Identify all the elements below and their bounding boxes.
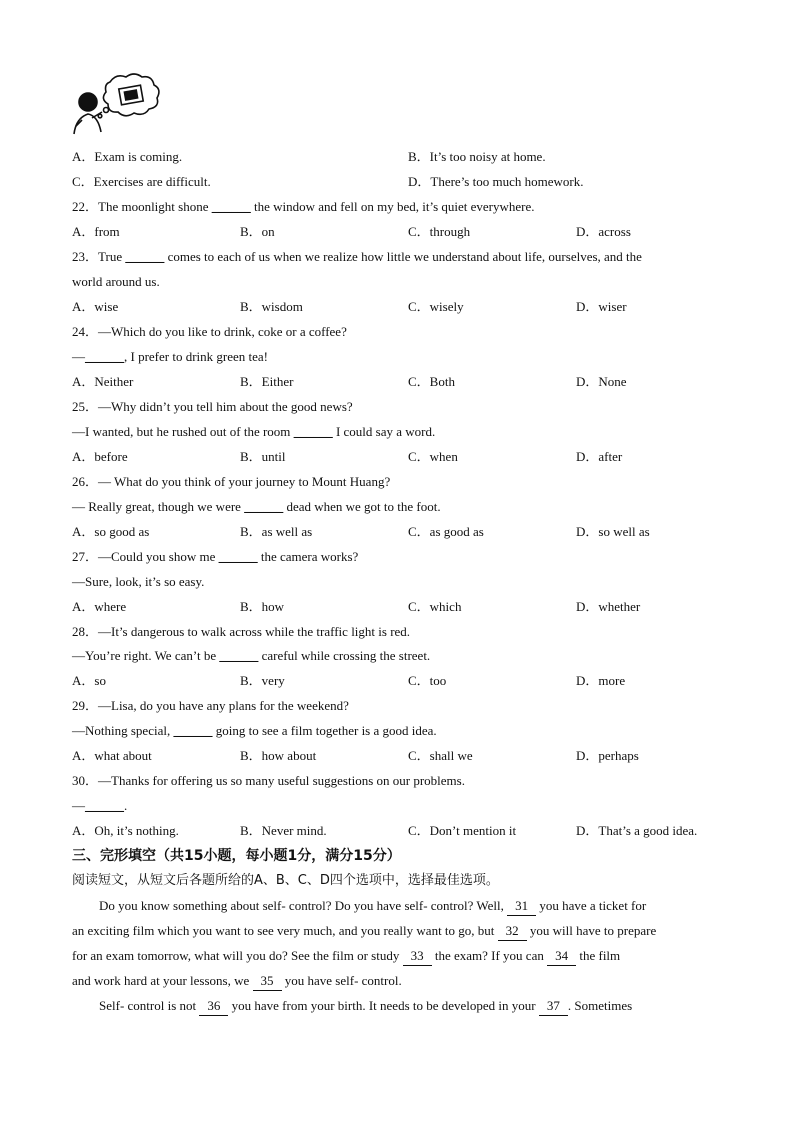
q28-reply: —You’re right. We can’t be ______ careful while crossing the street. <box>72 648 431 663</box>
q27-option-d: D．whether <box>576 599 641 614</box>
q30-option-d: D．That’s a good idea. <box>576 823 698 838</box>
q22-option-a: A．from <box>72 224 120 239</box>
q28-option-a: A．so <box>72 673 106 688</box>
q25-option-a: A．before <box>72 449 128 464</box>
q26-reply: — Really great, though we were ______ dead when we got to the foot. <box>72 499 441 514</box>
q30-option-c: C．Don’t mention it <box>408 823 517 838</box>
q29-stem: 29．—Lisa, do you have any plans for the weekend? <box>72 698 349 713</box>
q30-stem: 30．—Thanks for offering us so many useful suggestions on our problems. <box>72 773 465 788</box>
passage-line-4: and work hard at your lessons, we 35 you have self- control. <box>72 972 722 991</box>
q26-option-c: C．as good as <box>408 524 484 539</box>
q25-option-d: D．after <box>576 449 623 464</box>
q30-option-a: A．Oh, it’s nothing. <box>72 823 179 838</box>
section-heading: 三、完形填空（共15小题，每小题1分，满分15分） <box>72 848 401 864</box>
q29-reply: —Nothing special, ______ going to see a film together is a good idea. <box>72 723 437 738</box>
q27-option-c: C．which <box>408 599 462 614</box>
q26-option-d: D．so well as <box>576 524 650 539</box>
q23-option-b: B．wisdom <box>240 299 303 314</box>
q24-option-c: C．Both <box>408 374 455 389</box>
q22-stem: 22．The moonlight shone ______ the window and fell on my bed, it’s quiet everywhere. <box>72 199 535 214</box>
q30-option-b: B．Never mind. <box>240 823 327 838</box>
q29-option-c: C．shall we <box>408 748 473 763</box>
passage-line-2: an exciting film which you want to see very much, and you really want to go, but 32 you will have to prepare <box>72 922 722 941</box>
q29-option-a: A．what about <box>72 748 152 763</box>
q24-reply: —______, I prefer to drink green tea! <box>72 349 269 364</box>
q27-reply: —Sure, look, it’s so easy. <box>72 574 205 589</box>
q25-stem: 25．—Why didn’t you tell him about the good news? <box>72 399 353 414</box>
q25-option-c: C．when <box>408 449 458 464</box>
q29-option-d: D．perhaps <box>576 748 639 763</box>
q24-option-b: B．Either <box>240 374 294 389</box>
q28-stem: 28．—It’s dangerous to walk across while the traffic light is red. <box>72 624 411 639</box>
passage-line-1: Do you know something about self- control? Do you have self- control? Well, 31 you have a ticket for <box>99 897 749 916</box>
q24-stem: 24．—Which do you like to drink, coke or a coffee? <box>72 324 347 339</box>
q21-option-d: D．There’s too much homework. <box>408 174 584 189</box>
student-thinking-illustration <box>70 72 166 138</box>
q23-option-c: C．wisely <box>408 299 464 314</box>
q26-stem: 26．— What do you think of your journey to Mount Huang? <box>72 474 391 489</box>
q23-stem: 23．True ______ comes to each of us when we realize how little we understand about life, ourselves, and the <box>72 249 642 264</box>
q23-option-a: A．wise <box>72 299 119 314</box>
q27-stem: 27．—Could you show me ______ the camera works? <box>72 549 359 564</box>
q28-option-b: B．very <box>240 673 285 688</box>
q27-option-a: A．where <box>72 599 127 614</box>
q21-option-c: C．Exercises are difficult. <box>72 174 211 189</box>
q26-option-a: A．so good as <box>72 524 150 539</box>
q29-option-b: B．how about <box>240 748 317 763</box>
q22-option-d: D．across <box>576 224 631 239</box>
q27-option-b: B．how <box>240 599 285 614</box>
q23-stem-cont: world around us. <box>72 274 160 289</box>
q28-option-c: C．too <box>408 673 447 688</box>
q25-option-b: B．until <box>240 449 286 464</box>
passage-line-3: for an exam tomorrow, what will you do? See the film or study 33 the exam? If you can 34 the film <box>72 947 722 966</box>
q25-reply: —I wanted, but he rushed out of the room ______ I could say a word. <box>72 424 436 439</box>
q22-option-c: C．through <box>408 224 471 239</box>
q21-option-a: A．Exam is coming. <box>72 149 183 164</box>
q26-option-b: B．as well as <box>240 524 313 539</box>
q28-option-d: D．more <box>576 673 626 688</box>
q30-reply: —______. <box>72 798 128 813</box>
q22-option-b: B．on <box>240 224 275 239</box>
passage-line-5: Self- control is not 36 you have from your birth. It needs to be developed in your 37 . Sometimes <box>99 997 749 1016</box>
q23-option-d: D．wiser <box>576 299 627 314</box>
q24-option-d: D．None <box>576 374 627 389</box>
q21-option-b: B．It’s too noisy at home. <box>408 149 546 164</box>
q24-option-a: A．Neither <box>72 374 134 389</box>
section-instructions: 阅读短文，从短文后各题所给的A、B、C、D四个选项中，选择最佳选项。 <box>72 873 499 888</box>
